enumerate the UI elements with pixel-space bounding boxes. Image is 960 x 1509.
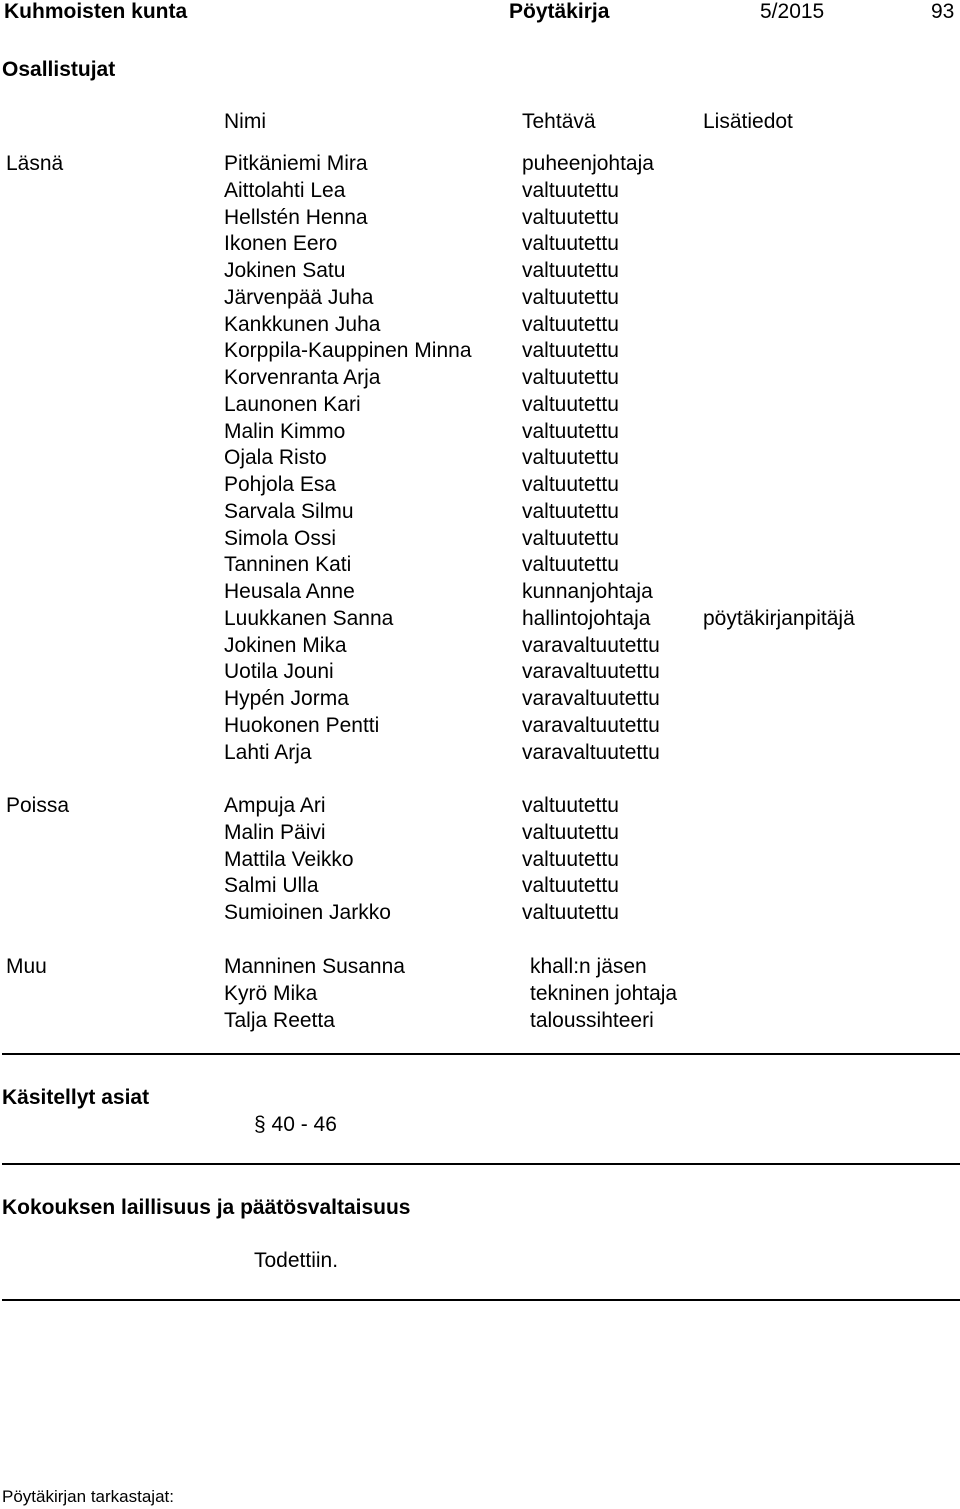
participant-name: Sumioinen Jarkko xyxy=(224,901,391,924)
participant-role: valtuutettu xyxy=(522,205,619,229)
section-divider xyxy=(2,1299,960,1301)
participant-name: Korvenranta Arja xyxy=(224,366,381,389)
participant-name: Ojala Risto xyxy=(224,446,327,470)
participant-name: Launonen Kari xyxy=(224,392,361,416)
participants-heading: Osallistujat xyxy=(2,58,116,81)
participant-row xyxy=(0,471,960,498)
participant-role: kunnanjohtaja xyxy=(522,580,653,603)
participant-name: Mattila Veikko xyxy=(224,847,354,871)
participant-role: tekninen johtaja xyxy=(530,981,678,1005)
attendance-status: Muu xyxy=(6,955,47,978)
column-header-info: Lisätiedot xyxy=(703,110,793,133)
participant-row xyxy=(0,150,960,177)
legality-heading: Kokouksen laillisuus ja päätösvaltaisuus xyxy=(2,1196,411,1219)
participant-role: valtuutettu xyxy=(522,232,619,256)
participant-role: valtuutettu xyxy=(522,312,619,336)
participant-name: Malin Päivi xyxy=(224,820,326,844)
participant-role: varavaltuutettu xyxy=(522,633,660,657)
participant-role: taloussihteeri xyxy=(530,1008,654,1032)
participant-role: valtuutettu xyxy=(522,820,619,844)
participant-role: valtuutettu xyxy=(522,339,619,363)
participant-row xyxy=(0,204,960,231)
participant-role: valtuutettu xyxy=(522,473,619,496)
participant-row xyxy=(0,980,960,1007)
participant-role: valtuutettu xyxy=(522,419,619,443)
participant-name: Manninen Susanna xyxy=(224,955,405,978)
participant-row xyxy=(0,418,960,445)
participant-row xyxy=(0,658,960,685)
participant-row xyxy=(0,177,960,204)
document-type: Pöytäkirja xyxy=(509,0,610,23)
participant-row xyxy=(0,337,960,364)
column-header-role: Tehtävä xyxy=(522,110,596,133)
participant-role: valtuutettu xyxy=(522,178,619,202)
participant-role: valtuutettu xyxy=(522,901,619,924)
participant-role: valtuutettu xyxy=(522,285,619,309)
participant-info: pöytäkirjanpitäjä xyxy=(703,606,855,630)
participant-row xyxy=(0,605,960,632)
participant-role: valtuutettu xyxy=(522,259,619,282)
legality-text: Todettiin. xyxy=(254,1249,339,1272)
reviewers-label: Pöytäkirjan tarkastajat: xyxy=(2,1487,174,1506)
participant-row xyxy=(0,525,960,552)
participant-name: Hypén Jorma xyxy=(224,687,349,710)
participant-row xyxy=(0,444,960,471)
participant-name: Luukkanen Sanna xyxy=(224,606,394,630)
meeting-number: 5/2015 xyxy=(760,0,825,23)
participant-role: valtuutettu xyxy=(522,526,619,550)
participant-name: Simola Ossi xyxy=(224,526,337,550)
organization-name: Kuhmoisten kunta xyxy=(4,0,188,23)
participant-role: valtuutettu xyxy=(522,366,619,389)
participant-row xyxy=(0,846,960,873)
participant-role: valtuutettu xyxy=(522,499,619,523)
participant-name: Malin Kimmo xyxy=(224,419,346,443)
participant-role: valtuutettu xyxy=(522,553,619,577)
participant-row xyxy=(0,739,960,766)
participant-name: Uotila Jouni xyxy=(224,660,334,684)
section-divider xyxy=(2,1053,960,1055)
participant-name: Heusala Anne xyxy=(224,580,355,603)
participant-name: Ikonen Eero xyxy=(224,232,338,256)
participant-role: hallintojohtaja xyxy=(522,606,651,630)
attendance-status: Poissa xyxy=(6,794,70,817)
column-header-name: Nimi xyxy=(224,110,266,133)
participant-name: Järvenpää Juha xyxy=(224,285,374,309)
participant-role: valtuutettu xyxy=(522,392,619,416)
participant-row xyxy=(0,311,960,338)
participant-role: varavaltuutettu xyxy=(522,713,660,737)
participant-name: Lahti Arja xyxy=(224,740,312,764)
participant-row xyxy=(0,578,960,605)
participant-row xyxy=(0,284,960,311)
handled-items-range-value: 40 - 46 xyxy=(271,1113,337,1136)
participant-row xyxy=(0,1007,960,1034)
participant-row xyxy=(0,498,960,525)
participant-row xyxy=(0,257,960,284)
participant-role: valtuutettu xyxy=(522,446,619,470)
participant-role: valtuutettu xyxy=(522,847,619,871)
participant-row xyxy=(0,632,960,659)
participant-name: Salmi Ulla xyxy=(224,874,319,898)
participant-name: Hellstén Henna xyxy=(224,205,368,229)
participant-row xyxy=(0,712,960,739)
participant-name: Pohjola Esa xyxy=(224,473,337,496)
participant-role: khall:n jäsen xyxy=(530,955,647,978)
participant-row xyxy=(0,953,960,980)
participant-name: Kankkunen Juha xyxy=(224,312,381,336)
handled-items-heading: Käsitellyt asiat xyxy=(2,1086,150,1109)
participant-role: puheenjohtaja xyxy=(522,152,654,175)
participant-row xyxy=(0,551,960,578)
participant-row xyxy=(0,819,960,846)
participant-role: valtuutettu xyxy=(522,874,619,898)
participant-name: Korppila-Kauppinen Minna xyxy=(224,339,472,363)
participant-row xyxy=(0,899,960,926)
participant-name: Jokinen Mika xyxy=(224,633,347,657)
attendance-status: Läsnä xyxy=(6,152,64,175)
participant-role: varavaltuutettu xyxy=(522,740,660,764)
participant-role: varavaltuutettu xyxy=(522,687,660,710)
participant-row xyxy=(0,685,960,712)
participant-name: Aittolahti Lea xyxy=(224,178,346,202)
participant-role: valtuutettu xyxy=(522,794,619,817)
participant-name: Tanninen Kati xyxy=(224,553,352,577)
participant-name: Huokonen Pentti xyxy=(224,713,380,737)
participant-name: Jokinen Satu xyxy=(224,259,346,282)
participant-row xyxy=(0,391,960,418)
participant-name: Pitkäniemi Mira xyxy=(224,152,368,175)
participant-name: Talja Reetta xyxy=(224,1008,335,1032)
participant-role: varavaltuutettu xyxy=(522,660,660,684)
page-number: 93 xyxy=(931,0,955,23)
section-divider xyxy=(2,1163,960,1165)
section-symbol: § xyxy=(254,1113,266,1136)
participant-row xyxy=(0,364,960,391)
participant-name: Sarvala Silmu xyxy=(224,499,354,523)
participant-row xyxy=(0,230,960,257)
participant-name: Kyrö Mika xyxy=(224,981,318,1005)
participant-name: Ampuja Ari xyxy=(224,794,326,817)
participant-row xyxy=(0,792,960,819)
participant-row xyxy=(0,872,960,899)
handled-items-range xyxy=(254,1114,337,1135)
